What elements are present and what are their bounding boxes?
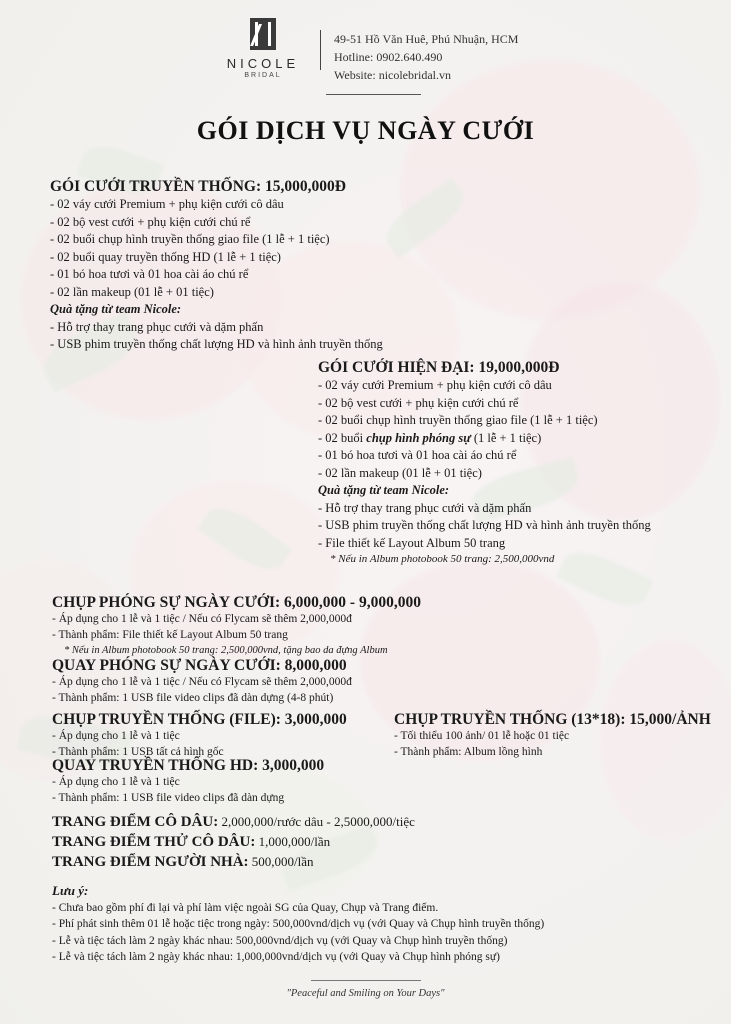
notes [52, 882, 544, 966]
list-item: - 02 lần makeup (01 lễ + 01 tiệc) [50, 284, 214, 299]
footer-tagline: "Peaceful and Smiling on Your Days" [286, 988, 445, 999]
reportage-photo [52, 594, 421, 658]
emphasis-text: chụp hình phóng sự [366, 430, 471, 445]
section-heading: CHỤP PHÓNG SỰ NGÀY CƯỚI: 6,000,000 - 9,000,000 [52, 594, 421, 611]
traditional-video [52, 757, 324, 806]
section-heading: QUAY TRUYỀN THỐNG HD: 3,000,000 [52, 757, 325, 774]
list-item: - 02 váy cưới Premium + phụ kiện cưới cô dâu [50, 197, 284, 211]
contact-hotline: Hotline: 0902.640.490 [334, 50, 443, 64]
makeup-prices [52, 812, 415, 872]
section-heading: CHỤP TRUYỀN THỐNG (FILE): 3,000,000 [52, 711, 347, 728]
brand-name: NICOLE [226, 56, 300, 71]
list-item: - 01 bó hoa tươi và 01 hoa cài áo chú rể [50, 267, 249, 281]
gift-item: - Hỗ trợ thay trang phục cưới và dặm phấn [50, 319, 264, 334]
section-heading: QUAY PHÓNG SỰ NGÀY CƯỚI: 8,000,000 [52, 657, 347, 674]
list-item: - Thành phẩm: 1 USB file video clips đã dàn dựng (4-8 phút) [52, 691, 334, 704]
list-item: - 02 váy cưới Premium + phụ kiện cưới cô dâu [318, 378, 552, 392]
list-item: - Thành phẩm: 1 USB file video clips đã dàn dựng [52, 791, 285, 804]
reportage-video [52, 657, 352, 706]
gift-item: - USB phim truyền thống chất lượng HD và hình ảnh truyền thống [50, 337, 383, 351]
list-item: - Áp dụng cho 1 lễ và 1 tiệc / Nếu có Flycam sẽ thêm 2,000,000đ [52, 676, 352, 688]
list-item: - 02 buổi quay truyền thống HD (1 lễ + 1 tiệc) [50, 249, 281, 264]
makeup-row: TRANG ĐIỂM CÔ DÂU: 2,000,000/rước dâu - 2,5000,000/tiệc [52, 814, 415, 830]
brand-logo [222, 18, 304, 79]
section-note: * Nếu in Album photobook 50 trang: 2,500,000vnd, tặng bao da đựng Album [64, 645, 388, 656]
package-modern [318, 359, 651, 567]
brand-sub: BRIDAL [244, 72, 282, 79]
list-item: - Lễ và tiệc tách làm 2 ngày khác nhau: 500,000vnd/dịch vụ (với Quay và Chụp hình truyền thống) [52, 934, 508, 947]
makeup-row: TRANG ĐIỂM THỬ CÔ DÂU: 1,000,000/lần [52, 834, 331, 850]
makeup-row: TRANG ĐIỂM NGƯỜI NHÀ: 500,000/lần [52, 854, 314, 870]
traditional-photo-print [394, 711, 711, 760]
list-item: - Phí phát sinh thêm 01 lễ hoặc tiệc trong ngày: 500,000vnd/dịch vụ (với Quay và Chụp hình truyền thống) [52, 918, 545, 930]
list-item: - Áp dụng cho 1 lễ và 1 tiệc [52, 776, 180, 788]
section-heading: CHỤP TRUYỀN THỐNG (13*18): 15,000/ẢNH [394, 711, 711, 728]
contact-website: Website: nicolebridal.vn [334, 68, 451, 82]
contact-address: 49-51 Hồ Văn Huê, Phú Nhuận, HCM [334, 32, 519, 46]
package-note: * Nếu in Album photobook 50 trang: 2,500,000vnd [330, 553, 555, 565]
package-heading: GÓI CƯỚI HIỆN ĐẠI: 19,000,000Đ [318, 359, 560, 376]
notes-heading: Lưu ý: [52, 883, 89, 898]
traditional-photo-file [52, 711, 347, 760]
package-heading: GÓI CƯỚI TRUYỀN THỐNG: 15,000,000Đ [50, 178, 346, 195]
logo-monogram-icon [250, 18, 276, 50]
list-item: - Tối thiểu 100 ảnh/ 01 lễ hoặc 01 tiệc [394, 730, 570, 742]
gift-heading: Quà tặng từ team Nicole: [318, 483, 450, 497]
list-item: - Áp dụng cho 1 lễ và 1 tiệc / Nếu có Flycam sẽ thêm 2,000,000đ [52, 613, 352, 625]
header-rule [326, 94, 421, 95]
list-item: - Lễ và tiệc tách làm 2 ngày khác nhau: 1,000,000vnd/dịch vụ (với Quay và Chụp hình phóng sự) [52, 951, 500, 963]
gift-item: - File thiết kế Layout Album 50 trang [318, 535, 506, 550]
list-item: - 02 buổi chụp hình phóng sự (1 lễ + 1 tiệc) [318, 430, 542, 445]
list-item: - Thành phẩm: 1 USB tất cả hình gốc [52, 745, 224, 758]
gift-item: - Hỗ trợ thay trang phục cưới và dặm phấn [318, 500, 532, 515]
list-item: - 02 bộ vest cưới + phụ kiện cưới chú rể [318, 395, 519, 410]
package-traditional [50, 178, 383, 354]
list-item: - 02 bộ vest cưới + phụ kiện cưới chú rể [50, 214, 251, 229]
gift-item: - USB phim truyền thống chất lượng HD và hình ảnh truyền thống [318, 518, 651, 532]
footer-rule [311, 980, 421, 981]
list-item: - Thành phẩm: Album lồng hình [394, 745, 543, 758]
header-divider [320, 30, 321, 70]
list-item: - 02 buổi chụp hình truyền thống giao file (1 lễ + 1 tiệc) [318, 413, 598, 427]
list-item: - Chưa bao gồm phí đi lại và phí làm việc ngoài SG của Quay, Chụp và Trang điểm. [52, 901, 439, 914]
gift-heading: Quà tặng từ team Nicole: [50, 302, 182, 316]
list-item: - Thành phẩm: File thiết kế Layout Album 50 trang [52, 628, 288, 641]
page-title: GÓI DỊCH VỤ NGÀY CƯỚI [196, 116, 535, 145]
list-item: - 01 bó hoa tươi và 01 hoa cài áo chú rể [318, 448, 517, 462]
list-item: - 02 buổi chụp hình truyền thống giao file (1 lễ + 1 tiệc) [50, 232, 330, 246]
list-item: - Áp dụng cho 1 lễ và 1 tiệc [52, 730, 180, 742]
list-item: - 02 lần makeup (01 lễ + 01 tiệc) [318, 465, 482, 480]
contact-block [334, 30, 518, 84]
